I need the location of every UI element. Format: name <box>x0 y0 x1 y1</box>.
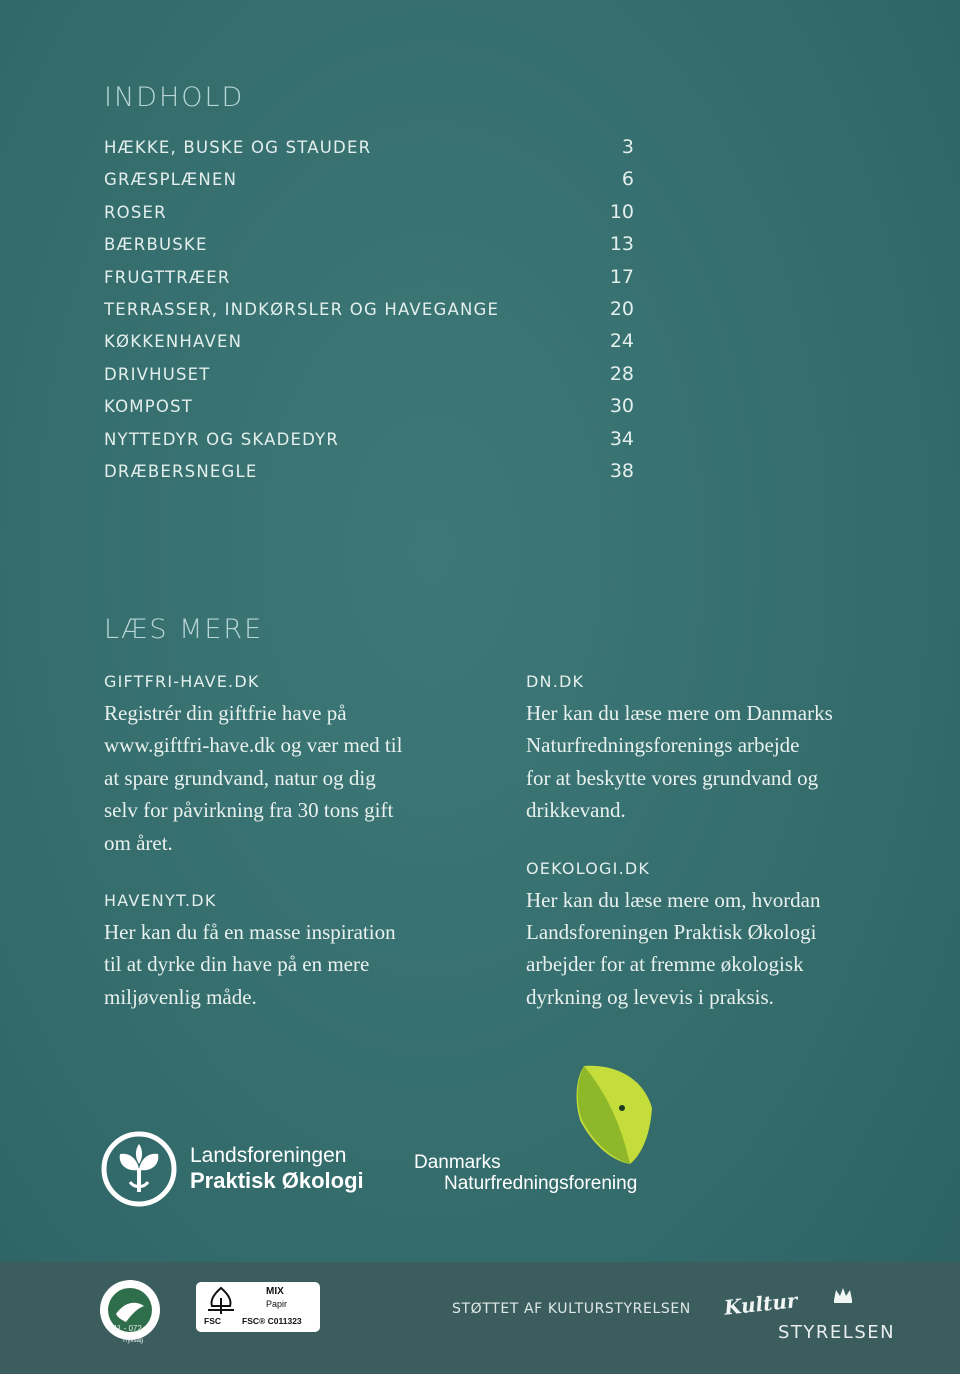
toc-row <box>104 136 634 168</box>
dn-name-line1: Danmarks <box>414 1152 501 1173</box>
toc-page: 38 <box>609 459 634 482</box>
read-more-left-column <box>104 672 464 1045</box>
toc-row <box>104 168 634 200</box>
toc-title: DRÆBERSNEGLE <box>104 461 258 481</box>
support-text: STØTTET AF KULTURSTYRELSEN <box>452 1301 691 1317</box>
dn-name-line2: Naturfredningsforening <box>444 1173 638 1194</box>
toc-title: HÆKKE, BUSKE OG STAUDER <box>104 138 372 157</box>
butterfly-leaf-icon <box>570 1060 660 1170</box>
toc-page: 20 <box>609 297 634 320</box>
toc-row <box>104 460 634 492</box>
link-text-oekologi: Her kan du læse mere om, hvordan Landsforeningen Praktisk Økologi arbejder for at fremme økologisk dyrkning og levevis i praksis. <box>526 887 821 1009</box>
toc-row <box>104 428 634 460</box>
fsc-papir-label: Papir <box>266 1299 288 1309</box>
link-text-giftfri: Registrér din giftfrie have på www.giftfri-have.dk og vær med til at spare grundvand, natur og dig selv for påvirkning fra 30 tons gift om året. <box>104 701 403 855</box>
toc-row <box>104 201 634 233</box>
toc-page: 13 <box>609 233 634 256</box>
toc-page: 30 <box>609 395 634 418</box>
toc-page: 17 <box>609 265 634 288</box>
fsc-tree-icon <box>204 1286 238 1316</box>
toc-row <box>104 330 634 362</box>
lpo-name-line2: Praktisk Økologi <box>190 1168 364 1193</box>
lpo-name-line1: Landsforeningen <box>190 1144 347 1167</box>
toc-page: 10 <box>609 200 634 223</box>
toc-row <box>104 266 634 298</box>
toc-page: 34 <box>609 427 634 450</box>
link-title-havenyt: HAVENYT.DK <box>104 891 217 911</box>
toc-page: 24 <box>609 330 634 353</box>
footer-bar <box>0 1262 960 1374</box>
toc-title: NYTTEDYR OG SKADEDYR <box>104 429 340 449</box>
swan-tryksag-label: Tryksag <box>122 1338 144 1344</box>
fsc-label: FSC <box>204 1316 221 1326</box>
dn-logo <box>414 1060 674 1200</box>
link-title-giftfri: GIFTFRI-HAVE.DK <box>104 672 260 691</box>
toc-row <box>104 363 634 395</box>
toc-title: GRÆSPLÆNEN <box>104 170 238 190</box>
link-title-oekologi: OEKOLOGI.DK <box>526 858 651 878</box>
read-more-right-column <box>526 672 926 1045</box>
lpo-logo <box>100 1130 364 1208</box>
swan-license-number: 541 - 072 <box>108 1324 142 1333</box>
toc-row <box>104 233 634 265</box>
toc-title: DRIVHUSET <box>104 364 211 384</box>
toc-title: BÆRBUSKE <box>104 235 208 255</box>
fsc-badge <box>196 1282 320 1332</box>
fsc-code: FSC® C011323 <box>242 1316 302 1326</box>
toc-title: TERRASSER, INDKØRSLER OG HAVEGANGE <box>104 299 500 319</box>
kultur-script-text: Kultur <box>722 1288 799 1320</box>
toc-title: ROSER <box>104 202 167 222</box>
fsc-mix-label: MIX <box>266 1286 284 1297</box>
toc-title: KOMPOST <box>104 397 194 417</box>
sprout-icon <box>100 1130 178 1208</box>
crown-icon <box>832 1286 854 1304</box>
toc-title: FRUGTTRÆER <box>104 267 231 287</box>
contents-heading: INDHOLD <box>104 82 245 113</box>
read-more-heading: LÆS MERE <box>104 614 264 645</box>
toc-page: 3 <box>621 136 634 158</box>
link-title-dn: DN.DK <box>526 672 585 691</box>
link-text-havenyt: Her kan du få en masse inspiration til at dyrke din have på en mere miljøvenlig måde. <box>104 920 396 1009</box>
toc-row <box>104 298 634 330</box>
toc-page: 6 <box>621 168 634 191</box>
nordic-swan-ecolabel-icon <box>90 1272 170 1364</box>
kulturstyrelsen-logo <box>720 1286 910 1346</box>
toc-title: KØKKENHAVEN <box>104 332 243 352</box>
link-text-dn: Her kan du læse mere om Danmarks Naturfredningsforenings arbejde for at beskytte vores grundvand og drikkevand. <box>526 701 833 823</box>
toc-row <box>104 395 634 427</box>
table-of-contents <box>104 136 634 492</box>
toc-page: 28 <box>609 362 634 385</box>
kultur-styrelsen-word: STYRELSEN <box>778 1322 896 1343</box>
